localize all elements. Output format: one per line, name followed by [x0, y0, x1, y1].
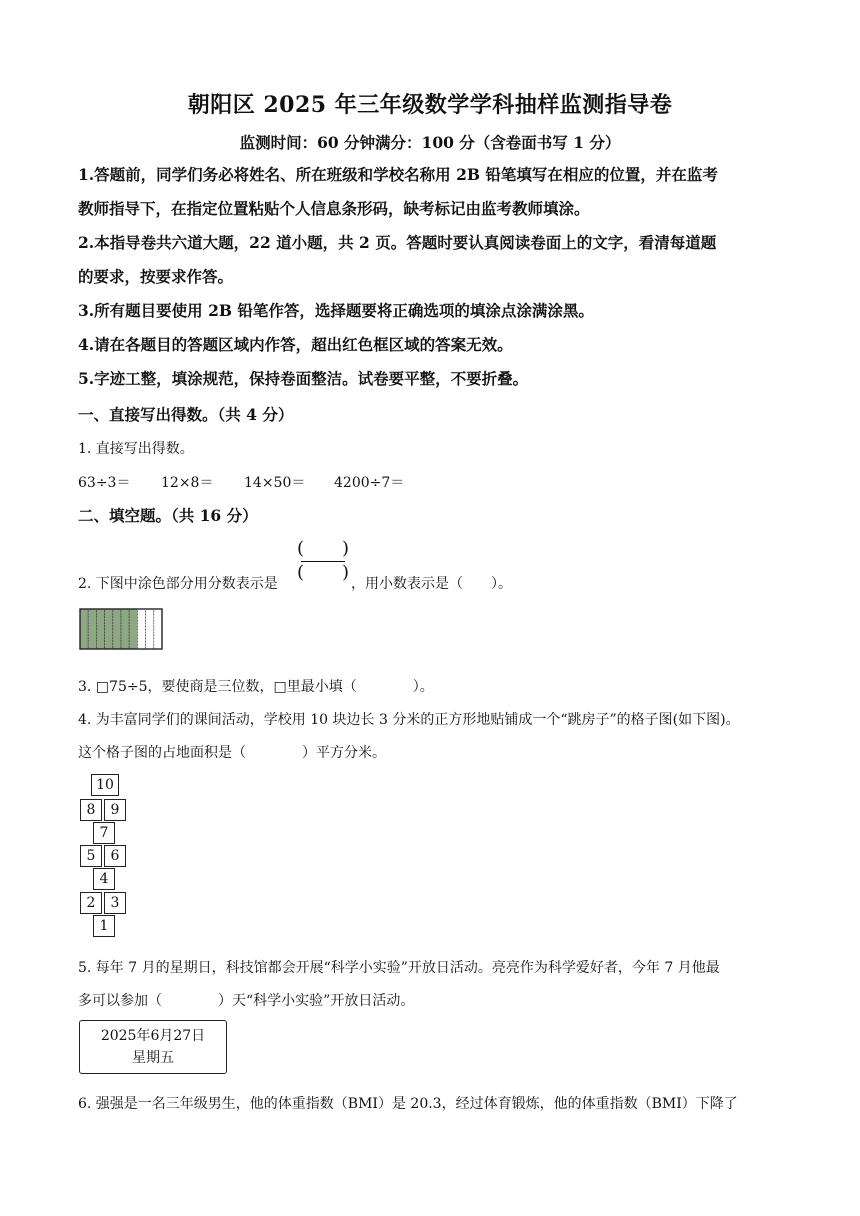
hopscotch-cell-1: 1	[93, 915, 115, 937]
question-2-suffix: ，用小数表示是（ ）。	[351, 576, 512, 592]
denominator-blank[interactable]	[297, 562, 349, 584]
shaded-column	[88, 609, 96, 649]
hopscotch-cell-3: 3	[104, 892, 126, 914]
unshaded-column	[137, 609, 145, 649]
exam-info: 监测时间：60 分钟满分：100 分（含卷面书写 1 分）	[239, 133, 621, 152]
section-2-heading: 二、填空题。（共 16 分）	[78, 506, 258, 525]
instruction-2	[78, 226, 784, 294]
open-paren: (	[297, 562, 305, 583]
hopscotch-cell-7: 7	[93, 822, 115, 844]
expression-2: 12×8＝	[161, 475, 214, 491]
instruction-1	[78, 158, 784, 226]
page-title: 朝阳区 2025 年三年级数学学科抽样监测指导卷	[187, 92, 673, 118]
weekday-text: 星期五	[132, 1050, 174, 1066]
section-1-heading: 一、直接写出得数。（共 4 分）	[78, 405, 294, 424]
close-paren: )	[341, 562, 349, 583]
question-4-line-2: 这个格子图的占地面积是（ ）平方分米。	[78, 745, 386, 761]
hopscotch-cell-2: 2	[80, 892, 102, 914]
question-5-line-1: 5. 每年 7 月的星期日，科技馆都会开展“科学小实验”开放日活动。亮亮作为科学爱好者，今年 7 月他最	[78, 960, 720, 976]
instruction-3: 3.所有题目要使用 2B 铅笔作答，选择题要将正确选项的填涂点涂满涂黑。	[78, 301, 594, 320]
hopscotch-cell-6: 6	[104, 845, 126, 867]
expression-4: 4200÷7＝	[334, 475, 405, 491]
instruction-5: 5.字迹工整，填涂规范，保持卷面整洁。试卷要平整，不要折叠。	[78, 369, 529, 388]
date-text: 2025年6月27日	[100, 1028, 206, 1044]
shaded-strip-figure	[79, 608, 163, 650]
unshaded-column	[146, 609, 154, 649]
close-paren: )	[341, 538, 349, 559]
shaded-column	[96, 609, 104, 649]
question-6: 6. 强强是一名三年级男生，他的体重指数（BMI）是 20.3，经过体育锻炼，他的体重指数（BMI）下降了	[78, 1096, 738, 1112]
instruction-1-line-2: 教师指导下，在指定位置粘贴个人信息条形码，缺考标记由监考教师填涂。	[78, 199, 590, 218]
question-5-line-2: 多可以参加（ ）天“科学小实验”开放日活动。	[78, 993, 415, 1009]
hopscotch-cell-5: 5	[80, 845, 102, 867]
shaded-column	[80, 609, 88, 649]
question-4-line-1: 4. 为丰富同学们的课间活动，学校用 10 块边长 3 分米的正方形地贴铺成一个“跳房子”的格子图(如下图)。	[78, 712, 740, 728]
expression-1: 63÷3＝	[78, 475, 131, 491]
hopscotch-cell-10: 10	[91, 774, 119, 796]
shaded-column	[121, 609, 129, 649]
unshaded-column	[154, 609, 162, 649]
shaded-column	[129, 609, 137, 649]
calendar-date-box	[79, 1020, 227, 1074]
question-2-prefix: 2. 下图中涂色部分用分数表示是	[78, 576, 278, 592]
instruction-2-line-2: 的要求，按要求作答。	[78, 267, 234, 286]
instruction-1-line-1: 1.答题前，同学们务必将姓名、所在班级和学校名称用 2B 铅笔填写在相应的位置，并在监考	[78, 165, 718, 184]
shaded-column	[113, 609, 121, 649]
hopscotch-cell-4: 4	[93, 868, 115, 890]
instruction-4: 4.请在各题目的答题区域内作答，超出红色框区域的答案无效。	[78, 335, 513, 354]
shaded-column	[105, 609, 113, 649]
fraction-blank[interactable]	[297, 538, 349, 586]
open-paren: (	[297, 538, 305, 559]
hopscotch-cell-8: 8	[80, 799, 102, 821]
instruction-2-line-1: 2.本指导卷共六道大题，22 道小题，共 2 页。答题时要认真阅读卷面上的文字，看清每道题	[78, 233, 717, 252]
question-1: 1. 直接写出得数。	[78, 441, 194, 457]
hopscotch-cell-9: 9	[104, 799, 126, 821]
question-3: 3. □75÷5，要使商是三位数，□里最小填（ ）。	[78, 679, 434, 695]
numerator-blank[interactable]	[297, 538, 349, 560]
expression-3: 14×50＝	[244, 475, 306, 491]
question-1-expressions	[78, 472, 404, 492]
